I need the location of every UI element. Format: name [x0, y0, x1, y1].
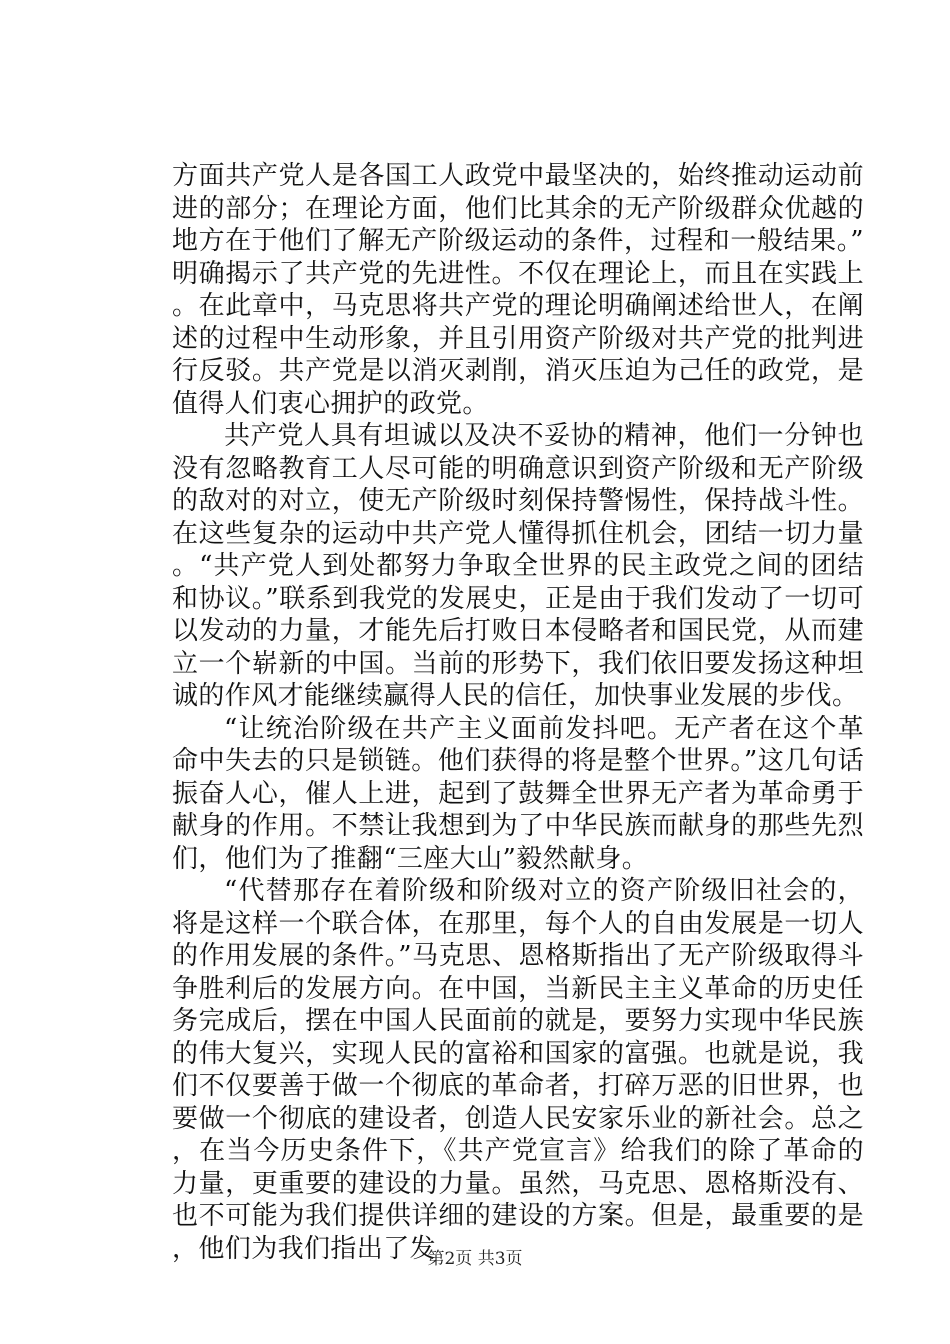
paragraph-2: 共产党人具有坦诚以及决不妥协的精神，他们一分钟也没有忽略教育工人尽可能的明确意识到资产阶级和无产阶级的敌对的对立，使无产阶级时刻保持警惕性，保持战斗性。在这些复杂的运动中共产党人懂得抓住机会，团结一切力量。“共产党人到处都努力争取全世界的民主政党之间的团结和协议。”联系到我党的发展史，正是由于我们发动了一切可以发动的力量，才能先后打败日本侵略者和国民党，从而建立一个崭新的中国。当前的形势下，我们依旧要发扬这种坦诚的作风才能继续赢得人民的信任，加快事业发展的步伐。 [172, 421, 864, 711]
document-body [172, 160, 864, 1265]
paragraph-4: “代替那存在着阶级和阶级对立的资产阶级旧社会的，将是这样一个联合体，在那里，每个人的自由发展是一切人的作用发展的条件。”马克思、恩格斯指出了无产阶级取得斗争胜利后的发展方向。在中国，当新民主主义革命的历史任务完成后，摆在中国人民面前的就是，要努力实现中华民族的伟大复兴，实现人民的富裕和国家的富强。也就是说，我们不仅要善于做一个彻底的革命者，打碎万恶的旧世界，也要做一个彻底的建设者，创造人民安家乐业的新社会。总之，在当今历史条件下，《共产党宣言》给我们的除了革命的力量，更重要的建设的力量。虽然，马克思、恩格斯没有、也不可能为我们提供详细的建设的方案。但是，最重要的是，他们为我们指出了发 [172, 876, 864, 1264]
paragraph-1: 方面共产党人是各国工人政党中最坚决的，始终推动运动前进的部分；在理论方面，他们比其余的无产阶级群众优越的地方在于他们了解无产阶级运动的条件，过程和一般结果。”明确揭示了共产党的先进性。不仅在理论上，而且在实践上。在此章中，马克思将共产党的理论明确阐述给世人，在阐述的过程中生动形象，并且引用资产阶级对共产党的批判进行反驳。共产党是以消灭剥削，消灭压迫为己任的政党，是值得人们衷心拥护的政党。 [172, 161, 864, 419]
page-footer [0, 1248, 950, 1270]
page-number-label: 第2页 共3页 [427, 1249, 523, 1269]
paragraph-3: “让统治阶级在共产主义面前发抖吧。无产者在这个革命中失去的只是锁链。他们获得的将是整个世界。”这几句话振奋人心，催人上进，起到了鼓舞全世界无产者为革命勇于献身的作用。不禁让我想到为了中华民族而献身的那些先烈们，他们为了推翻“三座大山”毅然献身。 [172, 713, 864, 874]
